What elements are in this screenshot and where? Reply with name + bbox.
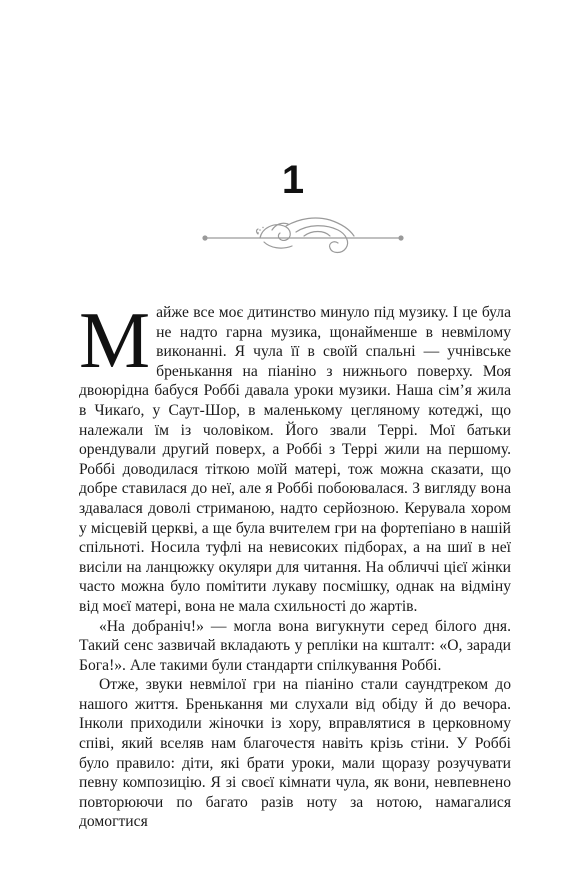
paragraph: «На добраніч!» — могла вона вигукнути серед білого дня. Такий сенс зазвичай вкладають у репліки на кшталт: «О, заради Бога!». Але такими були стандарти спілкування Роббі. [79, 617, 511, 674]
chapter-number: 1 [281, 158, 305, 202]
paragraph [79, 297, 511, 617]
paragraph-text: айже все моє дитинство минуло під музику. І це була не надто гарна музика, щонайменше в невмілому виконанні. Я чула її в своїй спальні — учнівське бренькання на піаніно з нижнього поверху. Моя двоюрідна бабуся Роббі давала уроки музики. Наша сім’я жила в Чикаґо, у Саут-Шор, в маленькому цегляному котеджі, що належали їм із чоловіком. Його звали Террі. Мої батьки орендували другий поверх, а Роббі з Террі жили на першому. Роббі доводилася тіткою моїй матері, тож можна сказати, що добре ставилася до неї, але я Роббі побоювалася. З вигляду вона здавалася доволі стриманою, надто серйозною. Керувала хором у місцевій церкві, а ще була вчителем гри на фортепіано в нашій спільноті. Носила туфлі на невисоких підборах, а на шиї в неї висіли на ланцюжку окуляри для читання. На обличчі цієї жінки часто можна було помітити лукаву посмішку, однак на відміну від моєї матері, вона не мала схильності до жартів. [79, 304, 511, 615]
chapter-body [79, 297, 511, 832]
paragraph: Отже, звуки невмілої гри на піаніно стали саундтреком до нашого життя. Бренькання ми слухали від обіду й до вечора. Інколи приходили жіночки із хору, вправлятися в церковному співі, який вселяв нам благочестя навіть крізь стіни. У Роббі було правило: діти, які брати уроки, мали щоразу розучувати певну композицію. Я зі своєї кімнати чула, як вони, невпевнено повторюючи по багато разів ноту за нотою, намагалися домогтися [79, 676, 511, 831]
drop-cap: М [79, 297, 151, 385]
flourish-divider-icon [200, 212, 406, 262]
